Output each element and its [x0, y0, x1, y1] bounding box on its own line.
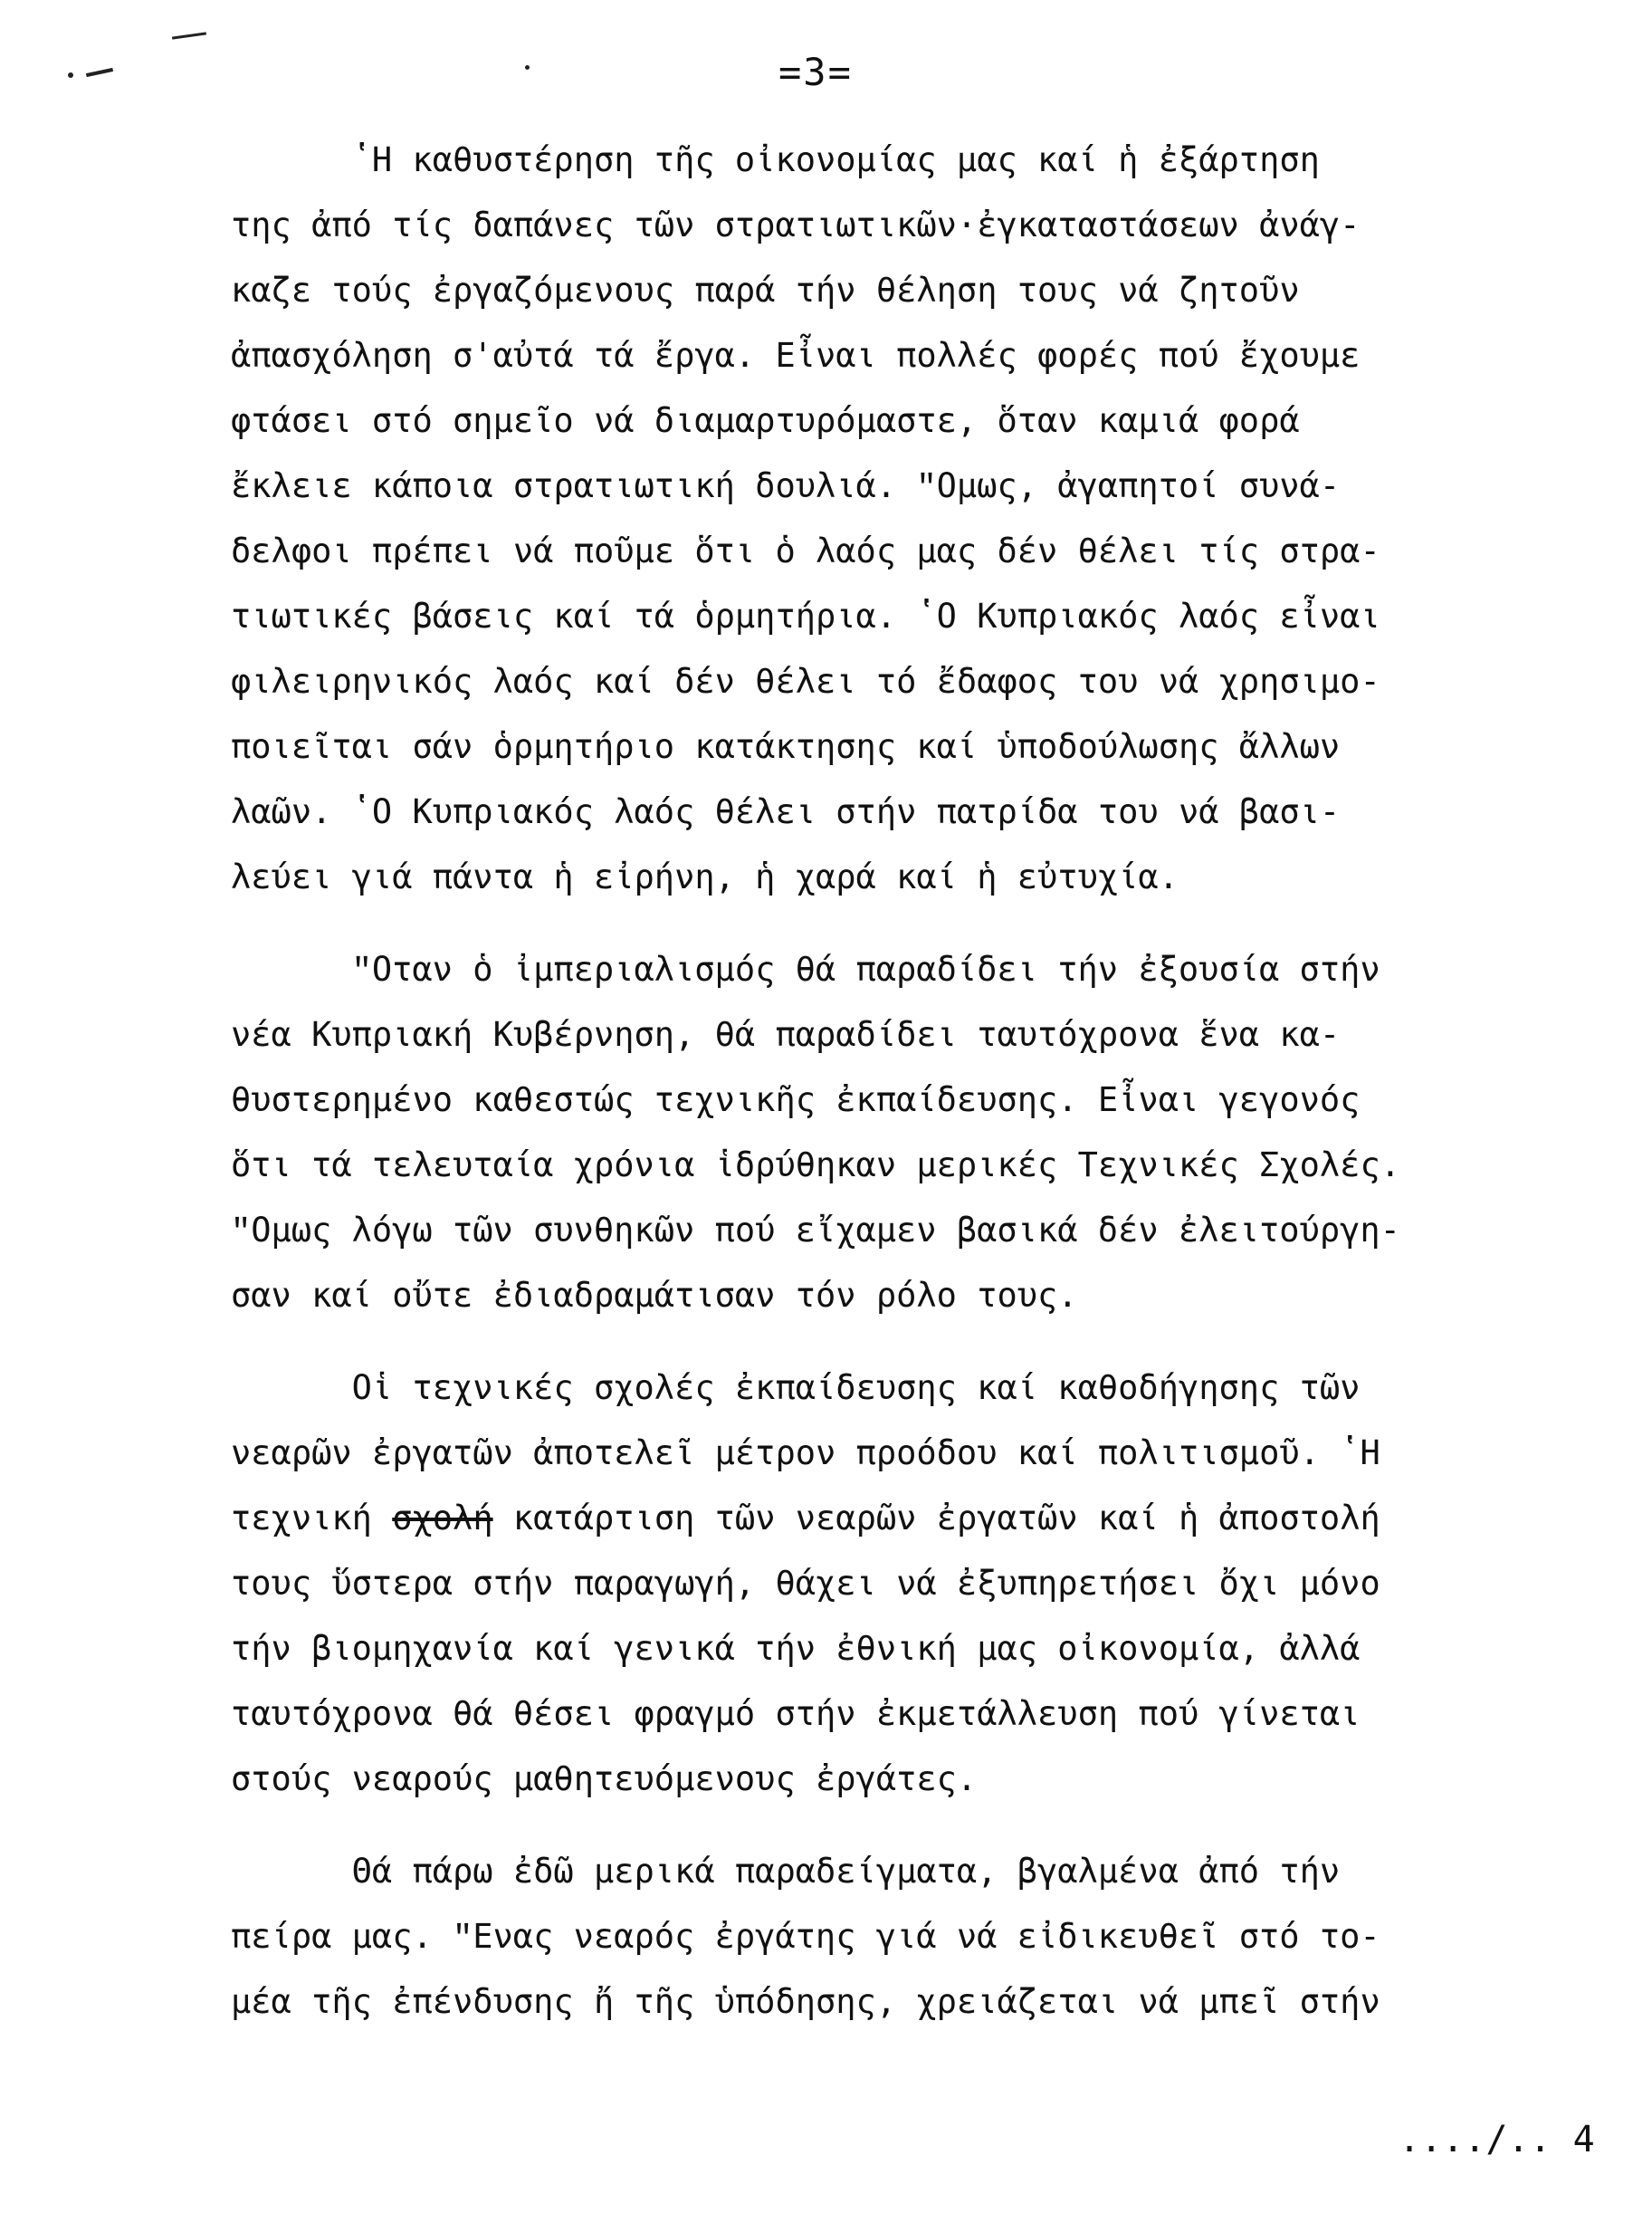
- text-line: στούς νεαρούς μαθητευόμενους ἐργάτες.: [231, 1759, 978, 1798]
- text-line: τους ὕστερα στήν παραγωγή, θάχει νά ἐξυπηρετήσει ὄχι μόνο: [231, 1564, 1380, 1603]
- text-line: θυστερημένο καθεστώς τεχνικῆς ἐκπαίδευσης. Εἶναι γεγονός: [231, 1080, 1361, 1119]
- text-line: ʺΟταν ὁ ἰμπεριαλισμός θά παραδίδει τήν ἐξουσία στήν: [231, 950, 1380, 989]
- text-line-with-strike: [231, 1501, 1380, 1535]
- text-line: φτάσει στό σημεῖο νά διαμαρτυρόμαστε, ὅταν καμιά φορά: [231, 401, 1300, 440]
- text-line: ἔκλειε κάποια στρατιωτική δουλιά. ʺΟμως, ἀγαπητοί συνά-: [231, 466, 1341, 505]
- text-line: φιλειρηνικός λαός καί δέν θέλει τό ἔδαφος του νά χρησιμο-: [231, 662, 1380, 701]
- text-line: ʺΟμως λόγω τῶν συνθηκῶν πού εἴχαμεν βασικά δέν ἐλειτούργη-: [231, 1211, 1400, 1250]
- text-line: νέα Κυπριακή Κυβέρνηση, θά παραδίδει ταυτόχρονα ἕνα κα-: [231, 1015, 1341, 1054]
- text-line: λεύει γιά πάντα ἡ εἰρήνη, ἡ χαρά καί ἡ εὐτυχία.: [231, 857, 1179, 896]
- text-line: ʽΗ καθυστέρηση τῆς οἰκονομίας μας καί ἡ ἐξάρτηση: [231, 140, 1320, 179]
- ink-dot: [68, 72, 73, 78]
- text-line: Θά πάρω ἐδῶ μερικά παραδείγματα, βγαλμένα ἀπό τήν: [231, 1852, 1341, 1891]
- text-line: σαν καί οὔτε ἐδιαδραμάτισαν τόν ρόλο τους.: [231, 1276, 1078, 1315]
- text-line: καζε τούς ἐργαζόμενους παρά τήν θέληση τους νά ζητοῦν: [231, 271, 1300, 310]
- text-line: ὅτι τά τελευταία χρόνια ἱδρύθηκαν μερικές Τεχνικές Σχολές.: [231, 1145, 1401, 1184]
- text-line: ταυτόχρονα θά θέσει φραγμό στήν ἐκμετάλλευση πού γίνεται: [231, 1694, 1361, 1733]
- text-span: κατάρτιση τῶν νεαρῶν ἐργατῶν καί ἡ ἀποστολή: [492, 1499, 1380, 1537]
- text-line: της ἀπό τίς δαπάνες τῶν στρατιωτικῶν·ἐγκαταστάσεων ἀνάγ-: [231, 206, 1361, 244]
- continuation-marker: ..../.. 4: [1399, 2119, 1595, 2160]
- text-line: Οἱ τεχνικές σχολές ἐκπαίδευσης καί καθοδήγησης τῶν: [231, 1368, 1361, 1407]
- text-line: νεαρῶν ἐργατῶν ἀποτελεῖ μέτρον προόδου καί πολιτισμοῦ. ʽΗ: [231, 1433, 1380, 1472]
- text-line: ποιεῖται σάν ὁρμητήριο κατάκτησης καί ὑποδούλωσης ἄλλων: [231, 727, 1341, 766]
- ink-dot: [525, 65, 530, 70]
- text-line: λαῶν. ʽΟ Κυπριακός λαός θέλει στήν πατρίδα του νά βασι-: [231, 792, 1341, 831]
- text-line: τιωτικές βάσεις καί τά ὁρμητήρια. ʽΟ Κυπριακός λαός εἶναι: [231, 597, 1380, 636]
- text-line: δελφοι πρέπει νά ποῦμε ὅτι ὁ λαός μας δέν θέλει τίς στρα-: [231, 532, 1380, 570]
- text-line: πείρα μας. ʺΕνας νεαρός ἐργάτης γιά νά εἰδικευθεῖ στό το-: [231, 1917, 1380, 1956]
- text-line: τήν βιομηχανία καί γενικά τήν ἐθνική μας οἰκονομία, ἀλλά: [231, 1629, 1361, 1668]
- page-number: =3=: [778, 50, 853, 94]
- text-line: ἀπασχόληση σ'αὐτά τά ἔργα. Εἶναι πολλές φορές πού ἔχουμε: [231, 336, 1361, 375]
- text-span: τεχνική: [231, 1499, 393, 1537]
- ink-mark: [86, 68, 113, 77]
- text-line: μέα τῆς ἐπένδυσης ἤ τῆς ὑπόδησης, χρειάζεται νά μπεῖ στήν: [231, 1982, 1380, 2021]
- ink-mark: [172, 32, 206, 39]
- struck-word: σχολή: [392, 1499, 493, 1537]
